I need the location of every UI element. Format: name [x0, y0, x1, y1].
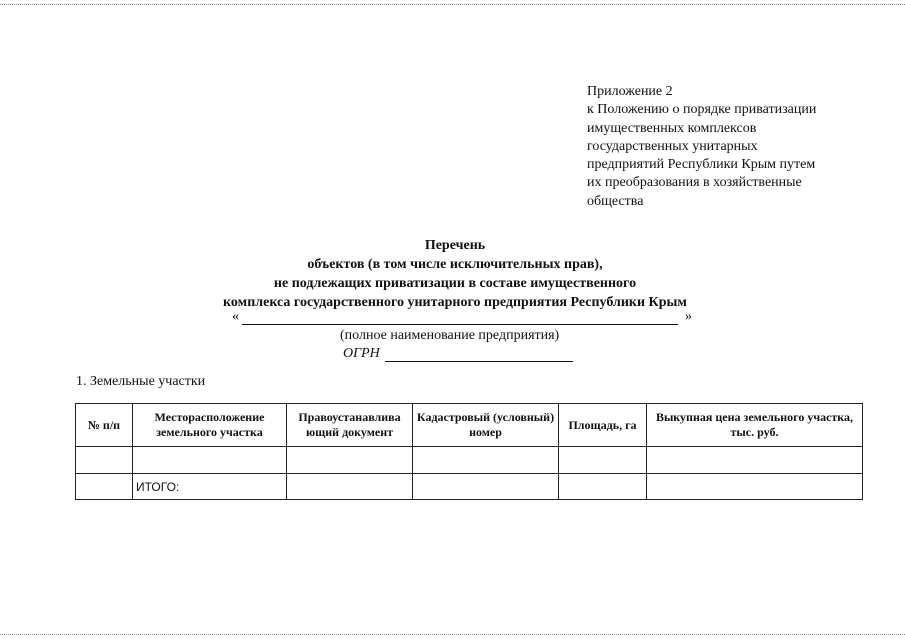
title-line: объектов (в том числе исключительных прав),	[307, 257, 603, 272]
table-cell[interactable]	[133, 447, 287, 474]
table-row	[76, 447, 863, 474]
header-cell: Месторасположение земельного участка	[133, 404, 287, 447]
scan-edge-bottom	[0, 634, 905, 635]
appendix-line: предприятий Республики Крым путем	[587, 157, 816, 173]
quote-close: »	[685, 309, 692, 324]
table-cell[interactable]	[647, 447, 863, 474]
enterprise-name-field	[232, 309, 692, 329]
table-total-row	[76, 474, 863, 500]
header-cell: № п/п	[76, 404, 133, 447]
enterprise-name-underline	[242, 324, 678, 325]
ogrn-label: ОГРН	[343, 346, 380, 361]
title-line: комплекса государственного унитарного предприятия Республики Крым	[223, 295, 687, 310]
table-cell[interactable]	[413, 474, 559, 500]
land-plots-table	[75, 403, 863, 500]
appendix-line: имущественных комплексов	[587, 120, 757, 136]
table-header-row	[76, 404, 863, 447]
section-title: 1. Земельные участки	[76, 374, 206, 389]
quote-open: «	[232, 309, 239, 324]
table-cell[interactable]	[76, 474, 133, 500]
appendix-line: к Положению о порядке приватизации	[587, 102, 817, 118]
title-line: Перечень	[424, 238, 486, 253]
appendix-line: Приложение 2	[587, 84, 673, 99]
table-cell[interactable]	[287, 447, 413, 474]
appendix-line: государственных унитарных	[587, 138, 758, 154]
table-cell[interactable]	[413, 447, 559, 474]
ogrn-underline	[385, 361, 573, 362]
table-cell[interactable]	[647, 474, 863, 500]
total-label: ИТОГО:	[133, 474, 287, 500]
table-cell[interactable]	[559, 474, 647, 500]
table-cell[interactable]	[559, 447, 647, 474]
enterprise-name-caption: (полное наименование предприятия)	[340, 328, 560, 343]
header-cell: Выкупная цена земельного участка, тыс. руб.	[647, 404, 863, 447]
appendix-note	[587, 83, 887, 211]
scan-edge-top	[0, 4, 905, 5]
document-title	[120, 236, 790, 312]
appendix-line: общества	[587, 193, 644, 209]
header-cell: Кадастровый (условный) номер	[413, 404, 559, 447]
table-cell[interactable]	[76, 447, 133, 474]
header-cell: Правоустанавлива ющий документ	[287, 404, 413, 447]
table-cell[interactable]	[287, 474, 413, 500]
title-line: не подлежащих приватизации в составе имущественного	[273, 276, 637, 291]
appendix-line: их преобразования в хозяйственные	[587, 175, 802, 191]
header-cell: Площадь, га	[559, 404, 647, 447]
